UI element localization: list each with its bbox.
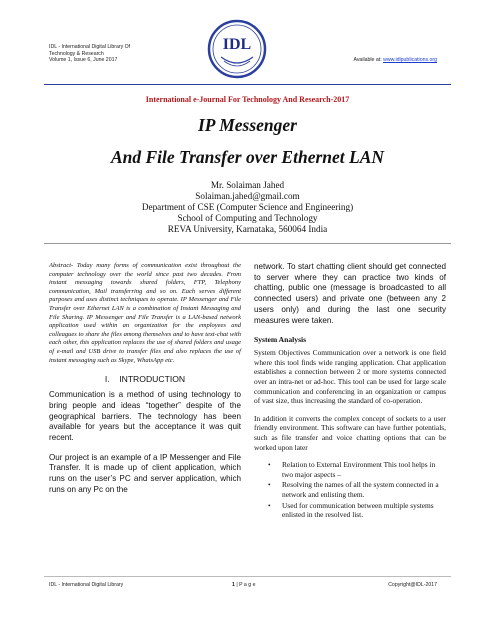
- available-label: Available at:: [353, 57, 384, 63]
- header-line-2: Technology & Research: [49, 50, 104, 57]
- footer-copyright: Copyright@IDL-2017: [388, 582, 437, 588]
- header-line-1: IDL - International Digital Library Of: [49, 44, 131, 50]
- system-paragraph-2: In addition it converts the complex concept of sockets to a user friendly environment. This software can have further potentials, such as file transfer and voice chatting options that can be worked upon later: [254, 413, 446, 452]
- intro-heading-text: INTRODUCTION: [119, 374, 186, 385]
- author-university: REVA University, Karnataka, 560064 India: [167, 224, 328, 234]
- system-paragraph-1: System Objectives Communication over a network is one field where this tool finds wide ranging application. Chat application establishes a connection between 2 or more systems connected over an intra-net or ad-hoc. This tool can be used for large scale communication and conferencing in an organization or campus of vast size, thus increasing the standard of co-operation.: [254, 348, 446, 406]
- page-number: 1: [232, 582, 235, 588]
- author-department: Department of CSE (Computer Science and Engineering): [141, 202, 354, 212]
- feature-list: [254, 460, 446, 520]
- list-item: [268, 500, 446, 520]
- author-name: Mr. Solaiman Jahed: [210, 180, 285, 190]
- journal-name: International e-Journal For Technology And Research-2017: [145, 95, 350, 104]
- intro-continuation: network. To start chatting client should get connected to server where they can practice two kinds of chatting, public one (message is broadcasted to all connected users) and private one (between any 2 users only) and during the last one security measures were taken.: [254, 262, 446, 325]
- left-column: [49, 262, 241, 504]
- bullet-icon: •: [268, 500, 271, 510]
- page-word: | P a g e: [234, 582, 256, 588]
- intro-heading: [49, 374, 241, 384]
- title-divider: [44, 243, 451, 244]
- footer-library: IDL - International Digital Library: [49, 582, 124, 588]
- author-school: School of Computing and Technology: [177, 213, 318, 223]
- bullet-icon: •: [268, 480, 271, 490]
- idl-logo-icon: [207, 19, 267, 79]
- system-analysis-heading: System Analysis: [254, 335, 307, 345]
- logo-text: IDL: [222, 36, 252, 53]
- paper-title-line-1: IP Messenger: [197, 115, 297, 135]
- header-availability: [353, 57, 437, 63]
- bullet-icon: •: [268, 460, 271, 470]
- header-publication-info: [49, 44, 199, 64]
- header-rule: [44, 84, 451, 85]
- author-email: Solaiman.jahed@gmail.com: [195, 191, 300, 201]
- right-column: [254, 262, 446, 521]
- header-line-3: Volume 1, Issue 6, June 2017: [49, 57, 118, 64]
- intro-heading-number: I.: [104, 374, 110, 385]
- list-item-text: Relation to External Environment This tool helps in two major aspects –: [282, 460, 436, 479]
- intro-paragraph-1: Communication is a method of using technology to bring people and ideas “together” despite of the geographical barriers. The technology has been available for years but the acceptance it was quit recent.: [49, 390, 241, 442]
- publications-link[interactable]: www.idlpublications.org: [383, 57, 437, 63]
- abstract-text: Abstract- Today many forms of communication exist throughout the computer technology over the world since past two decades. From instant messaging towards shared folders, FTP, Telephony communication, Mail transferring and so on. Each serves different purposes and uses distinct techniques to operate. IP Messenger and File Transfer over Ethernet LAN is a combination of Instant Messaging and File Sharing. IP Messenger and File Transfer is a LAN-based network application used within an organization for the employees and colleagues to share the files among themselves and to have text-chat with each other, this application replaces the use of shared folders and usage of e-mail and USB drive to transfer files and also replaces the use of instant messaging such as Skype, WhatsApp etc.: [49, 262, 241, 364]
- paper-title-line-2: And File Transfer over Ethernet LAN: [110, 147, 385, 167]
- list-item: [268, 480, 446, 499]
- intro-paragraph-2: Our project is an example of a IP Messenger and File Transfer. It is made up of client application, which runs on the user’s PC and server application, which runs on any Pc on the: [49, 452, 241, 494]
- footer-page: [232, 582, 255, 588]
- list-item-text: Used for communication between multiple systems enlisted in the resolved list.: [282, 500, 434, 520]
- list-item: [268, 460, 446, 479]
- list-item-text: Resolving the names of all the system connected in a network and enlisting them.: [282, 480, 439, 499]
- author-block: [0, 180, 495, 235]
- footer-rule: [44, 576, 451, 577]
